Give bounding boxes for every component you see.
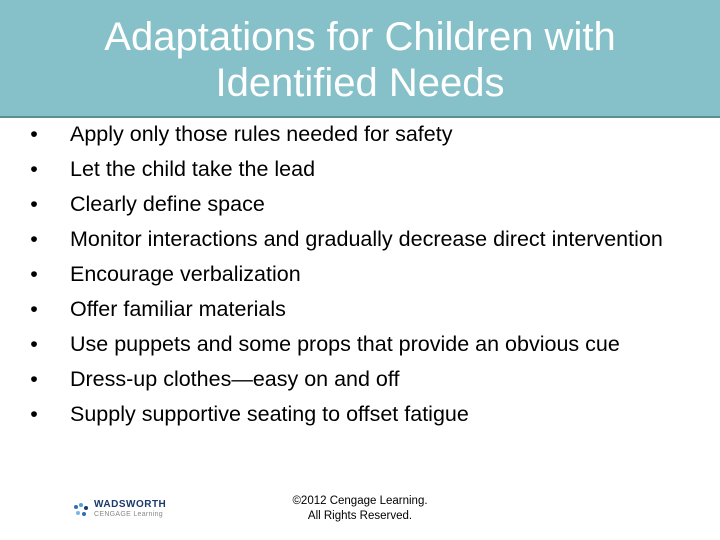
copyright-line-2: All Rights Reserved. (307, 510, 413, 522)
bullet-text: Apply only those rules needed for safety (70, 122, 453, 146)
title-bar (0, 0, 720, 118)
bullet-dot: • (30, 297, 38, 321)
slide-title-line-1: Adaptations for Children with (104, 15, 616, 59)
bullet-text: Let the child take the lead (70, 157, 316, 181)
bullet-item (24, 330, 704, 358)
bullet-dot: • (30, 332, 38, 356)
copyright-line-1: ©2012 Cengage Learning. (292, 495, 428, 507)
bullet-text: Monitor interactions and gradually decrease direct intervention (70, 227, 663, 251)
bullet-text: Clearly define space (70, 192, 265, 216)
bullet-dot: • (30, 122, 38, 146)
bullet-dot: • (30, 367, 38, 391)
wadsworth-logo (72, 500, 166, 520)
bullet-item (24, 295, 704, 323)
bullet-item (24, 155, 704, 183)
logo-subtitle: CENGAGE Learning (94, 511, 163, 518)
bullet-text: Encourage verbalization (70, 262, 301, 286)
bullet-dot: • (30, 192, 38, 216)
bullet-item (24, 400, 704, 428)
copyright-footer (210, 494, 510, 524)
bullet-item (24, 365, 704, 393)
slide-title-line-2: Identified Needs (215, 61, 505, 105)
bullet-item (24, 225, 704, 253)
slide-title (0, 14, 720, 106)
cengage-logo-icon (72, 501, 90, 519)
bullet-dot: • (30, 227, 38, 251)
bullet-item (24, 260, 704, 288)
bullet-item (24, 190, 704, 218)
bullet-text: Offer familiar materials (70, 297, 286, 321)
bullet-dot: • (30, 262, 38, 286)
bullet-list (24, 120, 704, 435)
bullet-text: Supply supportive seating to offset fatigue (70, 402, 469, 426)
bullet-text: Dress-up clothes—easy on and off (70, 367, 400, 391)
bullet-dot: • (30, 157, 38, 181)
bullet-dot: • (30, 402, 38, 426)
bullet-item (24, 120, 704, 148)
logo-wordmark: WADSWORTH (94, 499, 167, 510)
bullet-text: Use puppets and some props that provide an obvious cue (70, 332, 620, 356)
